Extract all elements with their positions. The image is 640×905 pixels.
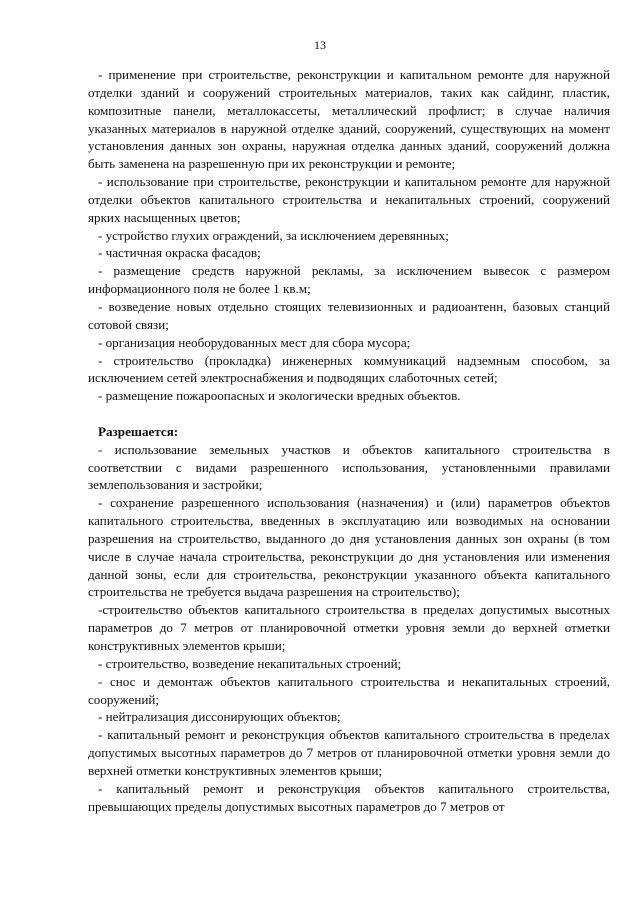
section-heading: Разрешается: [98,423,179,439]
page-number: 13 [314,38,326,52]
prohibited-item: - размещение средств наружной рекламы, за исключением вывесок с размером информационного поля не более 1 кв.м; [88,263,610,297]
allowed-item: - снос и демонтаж объектов капитального строительства и некапитальных строений, сооружений; [88,673,610,707]
prohibited-item: - устройство глухих ограждений, за исключением деревянных; [98,227,449,243]
allowed-item: - использование земельных участков и объектов капитального строительства в соответствии с видами разрешенного использования, установленными правилами землепользования и застройки; [88,441,610,493]
document-body [88,66,610,815]
allowed-item: - строительство, возведение некапитальных строений; [98,655,402,671]
prohibited-item: - организация необорудованных мест для сбора мусора; [98,334,411,350]
allowed-item: - капитальный ремонт и реконструкция объектов капитального строительства, превышающих пределы допустимых высотных параметров до 7 метров от [88,780,610,814]
allowed-item: - капитальный ремонт и реконструкция объектов капитального строительства в пределах допустимых высотных параметров до 7 метров от планировочной отметки уровня земли до верхней отметки конструктивных элементов крыши; [88,727,610,778]
allowed-item: - сохранение разрешенного использования (назначения) и (или) параметров объектов капитального строительства, введенных в эксплуатацию или возводимых на основании разрешения на строительство, выданного до дня установления данных зон охраны (в том числе в случае начала строительства, реконструкции до дня установления или изменения данной зоны, если для строительства, реконструкции указанного объекта капитального строительства не требуется выдача разрешения на строительство); [88,495,610,600]
prohibited-item: - строительство (прокладка) инженерных коммуникаций надземным способом, за исключением сетей электроснабжения и подводящих слаботочных сетей; [88,352,610,386]
allowed-item: -строительство объектов капитального строительства в пределах допустимых высотных параметров до 7 метров от планировочной отметки уровня земли до верхней отметки конструктивных элементов крыши; [88,602,610,653]
prohibited-item: - использование при строительстве, реконструкции и капитальном ремонте для наружной отделки объектов капитального строительства и некапитальных строений, сооружений ярких насыщенных цветов; [88,174,610,225]
allowed-item: - нейтрализация диссонирующих объектов; [98,709,341,725]
prohibited-item: - размещение пожароопасных и экологически вредных объектов. [98,388,461,404]
prohibited-item: - применение при строительстве, реконструкции и капитальном ремонте для наружной отделки зданий и сооружений строительных материалов, таких как сайдинг, пластик, композитные панели, металлокассеты, металлический профлист; в случае наличия указанных материалов в наружной отделке зданий, сооружений, существующих на момент установления данных зон охраны, наружная отделка данных зданий, сооружений должна быть заменена на разрешенную при их реконструкции и ремонте; [88,67,610,172]
prohibited-item: - частичная окраска фасадов; [98,245,261,261]
prohibited-item: - возведение новых отдельно стоящих телевизионных и радиоантенн, базовых станций сотовой связи; [88,298,610,332]
